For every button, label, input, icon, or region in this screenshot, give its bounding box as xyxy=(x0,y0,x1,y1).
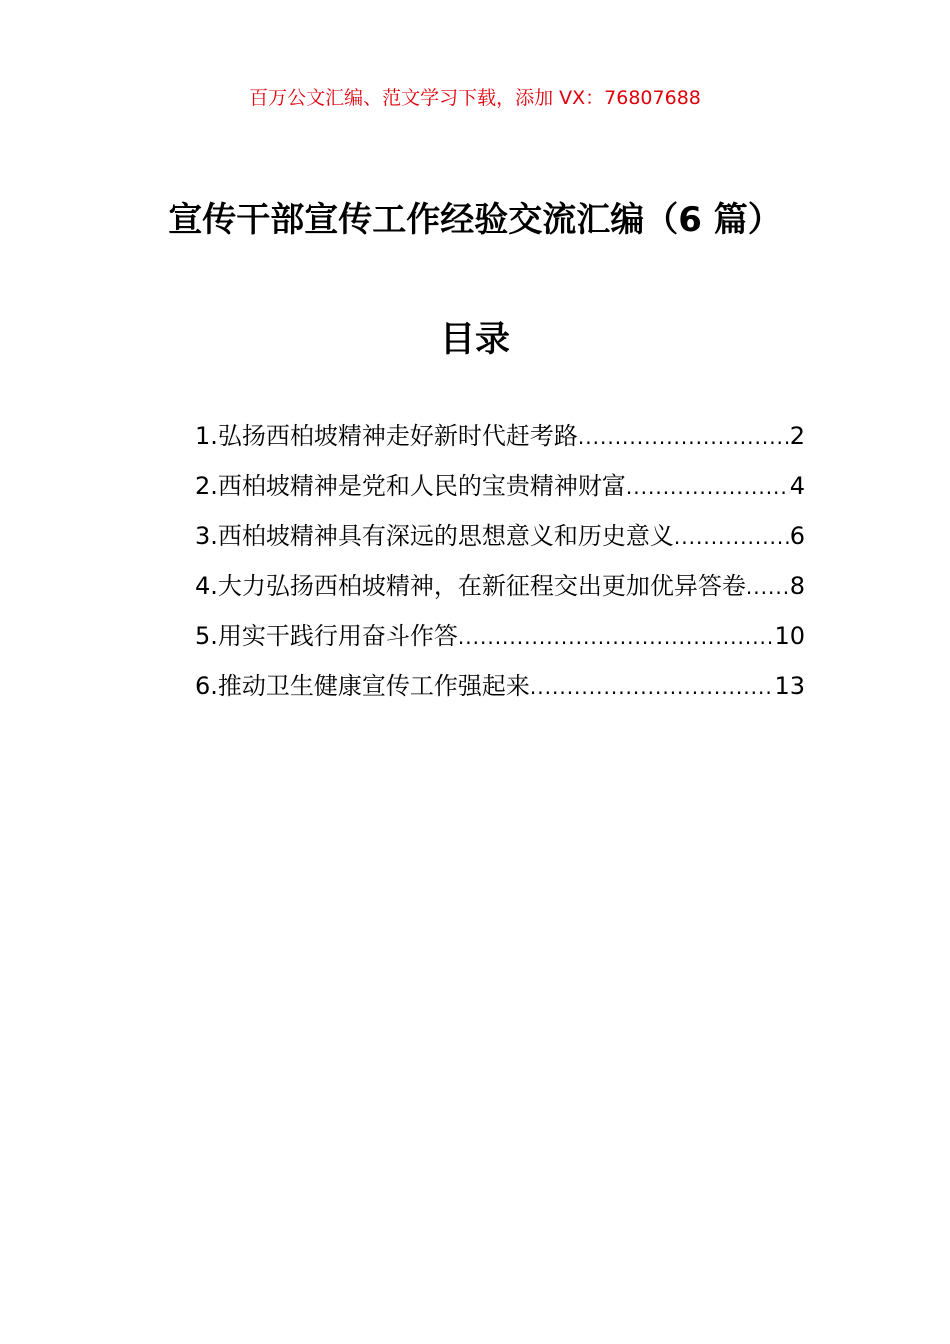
toc-entry-1[interactable] xyxy=(195,416,805,466)
toc-dot-leader xyxy=(746,567,790,607)
toc-dot-leader xyxy=(578,417,790,457)
toc-entry-number: 6. xyxy=(195,672,218,700)
toc-entry-number: 4. xyxy=(195,572,218,600)
toc-entry-title: 弘扬西柏坡精神走好新时代赶考路 xyxy=(217,422,578,450)
toc-entry-number: 1. xyxy=(195,422,218,450)
toc-entry-4[interactable] xyxy=(195,566,805,616)
toc-entry-page: 6 xyxy=(789,522,805,550)
toc-entry-title: 西柏坡精神具有深远的思想意义和历史意义 xyxy=(217,522,674,550)
toc-entry-title: 用实干践行用奋斗作答 xyxy=(217,622,458,650)
toc-entry-number: 3. xyxy=(195,522,218,550)
toc-entry-3[interactable] xyxy=(195,516,805,566)
toc-entry-title: 大力弘扬西柏坡精神，在新征程交出更加优异答卷 xyxy=(217,572,746,600)
toc-dot-leader xyxy=(458,617,775,657)
toc-heading: 目录 xyxy=(439,320,510,360)
toc-entry-page: 8 xyxy=(789,572,805,600)
toc-dot-leader xyxy=(674,517,790,557)
toc-entry-title: 西柏坡精神是党和人民的宝贵精神财富 xyxy=(217,472,626,500)
toc-entry-page: 4 xyxy=(789,472,805,500)
toc-entry-5[interactable] xyxy=(195,616,805,666)
toc-entry-2[interactable] xyxy=(195,466,805,516)
toc-entry-page: 13 xyxy=(774,672,805,700)
toc-entry-title: 推动卫生健康宣传工作强起来 xyxy=(217,672,530,700)
table-of-contents xyxy=(195,416,805,716)
toc-entry-number: 2. xyxy=(195,472,218,500)
toc-dot-leader xyxy=(530,667,775,707)
toc-dot-leader xyxy=(626,467,790,507)
toc-entry-page: 2 xyxy=(789,422,805,450)
toc-entry-page: 10 xyxy=(774,622,805,650)
toc-entry-number: 5. xyxy=(195,622,218,650)
toc-entry-6[interactable] xyxy=(195,666,805,716)
header-note: 百万公文汇编、范文学习下载，添加 VX：76807688 xyxy=(249,87,701,109)
document-title: 宣传干部宣传工作经验交流汇编（6 篇） xyxy=(168,200,782,240)
